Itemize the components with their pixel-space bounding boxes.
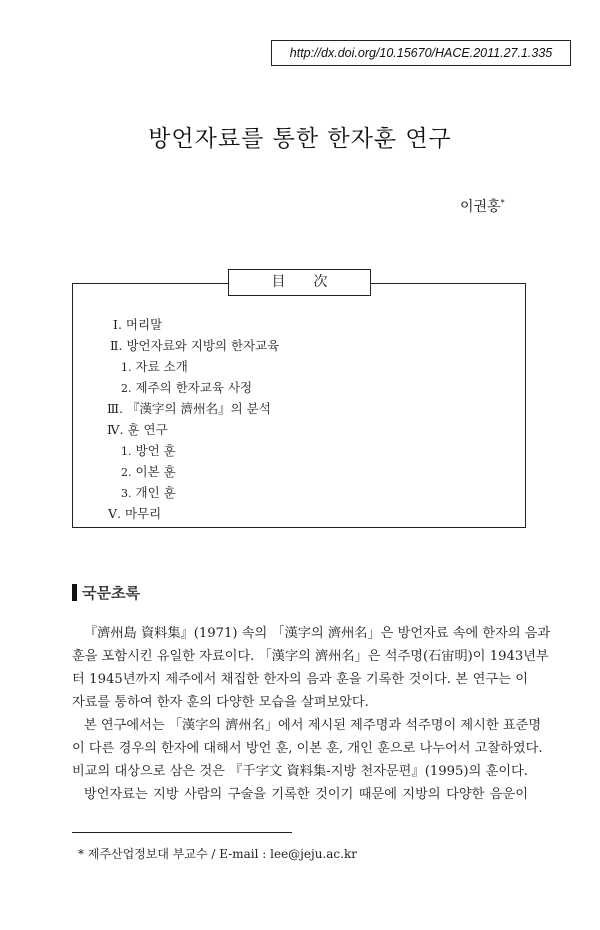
toc-item-number: Ⅲ.	[107, 401, 124, 416]
toc-item-label: 머리말	[125, 317, 163, 332]
toc-item-number: 2.	[121, 382, 132, 395]
footnote-divider	[72, 832, 292, 833]
abstract-line: 터 1945년까지 제주에서 채집한 한자의 음과 훈을 기록한 것이다. 본 연구는 이	[72, 672, 528, 687]
toc-item-label: 마무리	[125, 506, 162, 521]
abstract-line: 방언자료는 지방 사람의 구술을 기록한 것이기 때문에 지방의 다양한 음운이	[84, 787, 528, 802]
abstract-line: 자료를 통하여 한자 훈의 다양한 모습을 살펴보았다.	[72, 695, 369, 710]
abstract-heading-text: 국문초록	[82, 584, 140, 602]
abstract-line: 훈을 포함시킨 유일한 자료이다. 「漢字의 濟州名」은 석주명(石宙明)이 1943년부	[72, 649, 549, 664]
abstract-heading	[72, 582, 140, 603]
toc-heading: 目次	[228, 269, 371, 296]
author	[460, 196, 505, 216]
toc-item	[110, 336, 279, 354]
author-name: 이권홍	[460, 199, 501, 215]
abstract-line: 본 연구에서는 「漢字의 濟州名」에서 제시된 제주명과 석주명이 제시한 표준명	[84, 718, 542, 733]
toc-item-number: Ⅳ.	[107, 422, 124, 437]
toc-item	[121, 357, 188, 375]
abstract-line: 이 다른 경우의 한자에 대해서 방언 훈, 이본 훈, 개인 훈으로 나누어서 고찰하였다.	[72, 741, 543, 756]
toc-item	[121, 441, 176, 459]
toc-item-label: 제주의 한자교육 사정	[135, 380, 253, 395]
toc-item-label: 『漢字의 濟州名』의 분석	[127, 401, 271, 416]
abstract-paragraph	[72, 622, 551, 806]
toc-item-number: Ⅰ.	[113, 317, 122, 332]
toc-item-label: 방언자료와 지방의 한자교육	[126, 338, 280, 353]
toc-item-number: Ⅴ.	[108, 506, 122, 521]
abstract-line: 『濟州島 資料集』(1971) 속의 「漢字의 濟州名」은 방언자료 속에 한자의 음과	[84, 626, 551, 641]
toc-item-label: 방언 훈	[135, 443, 176, 458]
toc-item-number: 1.	[121, 361, 132, 374]
doi-link[interactable]: http://dx.doi.org/10.15670/HACE.2011.27.1.335	[271, 40, 571, 66]
toc-item	[121, 462, 176, 480]
toc-item-number: 3.	[121, 487, 132, 500]
toc-item-label: 자료 소개	[135, 359, 188, 374]
toc-item-number: 1.	[121, 445, 132, 458]
toc-item	[107, 399, 271, 417]
toc-item-label: 이본 훈	[135, 464, 176, 479]
heading-bar	[72, 584, 77, 601]
toc-item	[108, 504, 161, 522]
author-footnote: * 제주산업정보대 부교수 / E-mail : lee@jeju.ac.kr	[78, 847, 357, 861]
toc-item	[107, 420, 168, 438]
toc-item	[113, 315, 162, 333]
toc-item-number: Ⅱ.	[110, 338, 123, 353]
paper-title: 방언자료를 통한 한자훈 연구	[148, 126, 452, 152]
toc-item-number: 2.	[121, 466, 132, 479]
toc-item	[121, 378, 252, 396]
toc-item-label: 개인 훈	[135, 485, 176, 500]
toc-item-label: 훈 연구	[127, 422, 168, 437]
toc-item	[121, 483, 176, 501]
abstract-line: 비교의 대상으로 삼은 것은 『千字文 資料集-지방 천자문편』(1995)의 훈이다.	[72, 764, 528, 779]
author-footnote-mark: *	[500, 198, 505, 208]
